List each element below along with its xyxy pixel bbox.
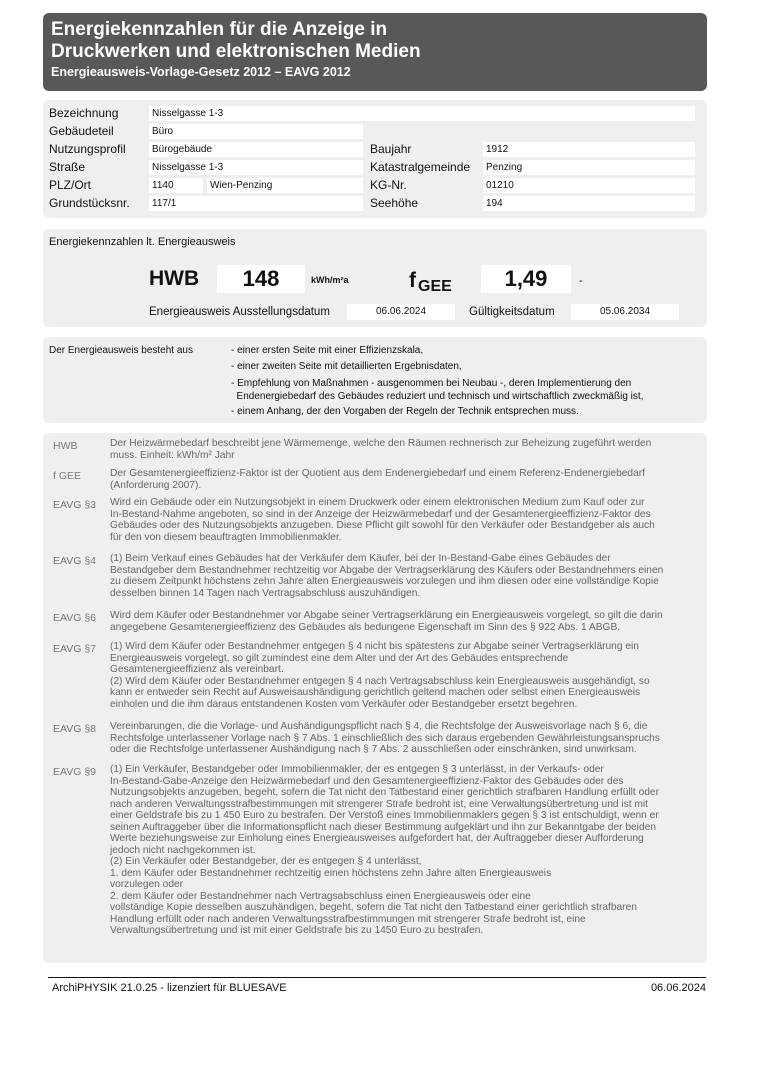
legend-text: Der Gesamtenergieeffizienz-Faktor ist der Quotient aus dem Endenergiebedarf und einem Referenz-Endenergiebedarf (Anforderung 2007). [110, 468, 645, 491]
title-line-2: Druckwerken und elektronischen Medien [51, 41, 421, 62]
grundstuecksnr-value: 117/1 [149, 196, 363, 211]
fgee-label [409, 269, 452, 293]
title-line-1: Energiekennzahlen für die Anzeige in [51, 19, 388, 40]
plz-value: 1140 [149, 178, 203, 193]
footer-date: 06.06.2024 [650, 982, 706, 994]
gebaeudeteil-value: Büro [149, 124, 363, 139]
legend-key: EAVG §9 [53, 766, 96, 778]
kgnr-value: 01210 [483, 178, 695, 193]
legend-key: EAVG §6 [53, 612, 96, 624]
certificate-components-panel [43, 337, 707, 423]
indicators-title: Energiekennzahlen lt. Energieausweis [49, 236, 236, 248]
building-info-panel [43, 100, 707, 218]
baujahr-value: 1912 [483, 142, 695, 157]
bezeichnung-value: Nisselgasse 1-3 [149, 106, 695, 121]
legend-text: Wird ein Gebäude oder ein Nutzungsobjekt in einem Druckwerk oder einem elektronischen Medium zum Kauf oder zur In-Bestand-Nahme angeboten, so sind in der Anzeige der Heizwärmebedarf und der Gesamtenergieeffizienz-Faktor des Gebäudes oder des Nutzungsobjekts anzugeben. Diese Pflicht gilt sowohl für den Verkäufer oder Bestandgeber als auch für den von diesem beauftragten Immobilienmakler. [110, 497, 655, 543]
hwb-unit: kWh/m²a [311, 275, 349, 285]
legend-key: EAVG §8 [53, 723, 96, 735]
legend-panel [43, 433, 707, 963]
subtitle: Energieausweis-Vorlage-Gesetz 2012 – EAVG 2012 [51, 65, 351, 79]
fgee-label-sub: GEE [418, 278, 452, 295]
energy-indicators-panel [43, 229, 707, 327]
fgee-label-f: f [409, 269, 416, 292]
legend-key: EAVG §4 [53, 555, 96, 567]
kgnr-label: KG-Nr. [370, 178, 407, 192]
legend-text: (1) Beim Verkauf eines Gebäudes hat der Verkäufer dem Käufer, bei der In-Bestand-Gabe eines Gebäudes der Bestandgeber dem Bestandnehmer rechtzeitig vor Abgabe der Vertragserklärung des Käufers oder Bestandnehmers einen zu diesem Zeitpunkt höchstens zehn Jahre alten Energieausweis vorzulegen und ihm diesen oder eine vollständige Kopie desselben binnen 14 Tagen nach Vertragsabschluss auszuhändigen. [110, 553, 664, 599]
legend-text: Vereinbarungen, die die Vorlage- und Aushändigungspflicht nach § 4, die Rechtsfolge der Ausweisvorlage nach § 6, die Rechtsfolge unterlassener Vorlage nach § 7 Abs. 1 einschließlich des sich daraus ergebenden Gewährleistungsanspruchs oder die Rechtsfolge unterlassener Aushändigung nach § 7 Abs. 2 ausschließen oder einschränken, sind unwirksam. [110, 721, 660, 755]
component-item: - Empfehlung von Maßnahmen - ausgenommen bei Neubau -, deren Implementierung den Endenergiebedarf des Gebäudes reduziert und technisch und wirtschaftlich zweckmäßig ist, [231, 378, 644, 402]
grundstuecksnr-label: Grundstücksnr. [49, 196, 130, 210]
ort-value: Wien-Penzing [207, 178, 363, 193]
component-item: - einer ersten Seite mit einer Effizienzskala, [231, 345, 424, 356]
gebaeudeteil-label: Gebäudeteil [49, 124, 114, 138]
strasse-label: Straße [49, 160, 86, 174]
seehoehe-label: Seehöhe [370, 196, 419, 210]
katastralgemeinde-label: Katastralgemeinde [370, 160, 471, 174]
ausstellung-date: 06.06.2024 [347, 304, 455, 320]
katastralgemeinde-value: Penzing [483, 160, 695, 175]
bezeichnung-label: Bezeichnung [49, 106, 119, 120]
fgee-value: 1,49 [481, 265, 571, 293]
ausstellung-label: Energieausweis Ausstellungsdatum [149, 306, 330, 318]
components-label: Der Energieausweis besteht aus [49, 345, 193, 356]
strasse-value: Nisselgasse 1-3 [149, 160, 363, 175]
component-item: - einer zweiten Seite mit detaillierten Ergebnisdaten, [231, 361, 462, 372]
legend-key: HWB [53, 440, 78, 452]
footer-divider [48, 977, 706, 978]
nutzungsprofil-label: Nutzungsprofil [49, 142, 126, 156]
plzort-label: PLZ/Ort [49, 178, 92, 192]
component-item: - einem Anhang, der den Vorgaben der Regeln der Technik entsprechen muss. [231, 406, 579, 417]
legend-text: Der Heizwärmebedarf beschreibt jene Wärmemenge, welche den Räumen rechnerisch zur Beheizung zugeführt werden muss. Einheit: kWh/m² Jahr [110, 438, 652, 461]
document-header [43, 13, 707, 91]
fgee-unit: - [579, 275, 583, 287]
legend-text: Wird dem Käufer oder Bestandnehmer vor Abgabe seiner Vertragserklärung ein Energieausweis vorgelegt, so gilt die darin angegebene Gesamtenergieeffizienz des Gebäudes als bedungene Eigenschaft im Sinn des § 922 Abs. 1 ABGB. [110, 610, 663, 633]
gueltigkeit-date: 05.06.2034 [571, 304, 679, 320]
footer-software: ArchiPHYSIK 21.0.25 - lizenziert für BLUESAVE [52, 982, 287, 994]
legend-key: EAVG §7 [53, 643, 96, 655]
baujahr-label: Baujahr [370, 142, 412, 156]
gueltigkeit-label: Gültigkeitsdatum [469, 306, 555, 318]
legend-text: (1) Ein Verkäufer, Bestandgeber oder Immobilienmakler, der es entgegen § 3 unterlässt, in der Verkaufs- oder In-Bestand-Gabe-Anzeige den Heizwärmebedarf und den Gesamtenergieeffizienz-Faktor des Gebäudes oder des Nutzungsobjekts anzugeben, begeht, sofern die Tat nicht den Tatbestand einer gerichtlich strafbaren Handlung erfüllt oder nach anderen Verwaltungsstrafbestimmungen mit strengerer Strafe bedroht ist, eine Verwaltungsübertretung und ist mit einer Geldstrafe bis zu 1 450 Euro zu bestrafen. Der Verstoß eines Immobilienmaklers gegen § 3 ist entschuldigt, wenn er seinen Auftraggeber über die Informationspflicht nach dieser Bestimmung aufgeklärt und ihn zur Bekanntgabe der beiden Werte beziehungsweise zur Einholung eines Energieausweises aufgefordert hat, der Auftraggeber dieser Aufforderung jedoch nicht nachgekommen ist. (2) Ein Verkäufer oder Bestandgeber, der es entgegen § 4 unterlässt, 1. dem Käufer oder Bestandnehmer rechtzeitig einen höchstens zehn Jahre alten Energieausweis vorzulegen oder 2. dem Käufer oder Bestandnehmer nach Vertragsabschluss einen Energieausweis oder eine vollständige Kopie desselben auszuhändigen, begeht, sofern die Tat nicht den Tatbestand einer gerichtlich strafbaren Handlung erfüllt oder nach anderen Verwaltungsstrafbestimmungen mit strengerer Strafe bedroht ist, eine Verwaltungsübertretung und ist mit einer Geldstrafe bis zu 1450 Euro zu bestrafen. [110, 764, 659, 936]
legend-text: (1) Wird dem Käufer oder Bestandnehmer entgegen § 4 nicht bis spätestens zur Abgabe seiner Vertragserklärung ein Energieausweis vorgelegt, so gilt zumindest eine dem Alter und der Art des Gebäudes entsprechende Gesamtenergieeffizienz als vereinbart. (2) Wird dem Käufer oder Bestandnehmer entgegen § 4 nach Vertragsabschluss kein Energieausweis ausgehändigt, so kann er entweder sein Recht auf Ausweisaushändigung gerichtlich geltend machen oder selbst einen Energieausweis einholen und die ihm daraus entstandenen Kosten vom Verkäufer oder Bestandgeber ersetzt begehren. [110, 641, 650, 710]
legend-key: f GEE [53, 470, 82, 482]
legend-key: EAVG §3 [53, 499, 96, 511]
seehoehe-value: 194 [483, 196, 695, 211]
hwb-value: 148 [217, 265, 305, 293]
hwb-label: HWB [149, 267, 200, 290]
nutzungsprofil-value: Bürogebäude [149, 142, 363, 157]
